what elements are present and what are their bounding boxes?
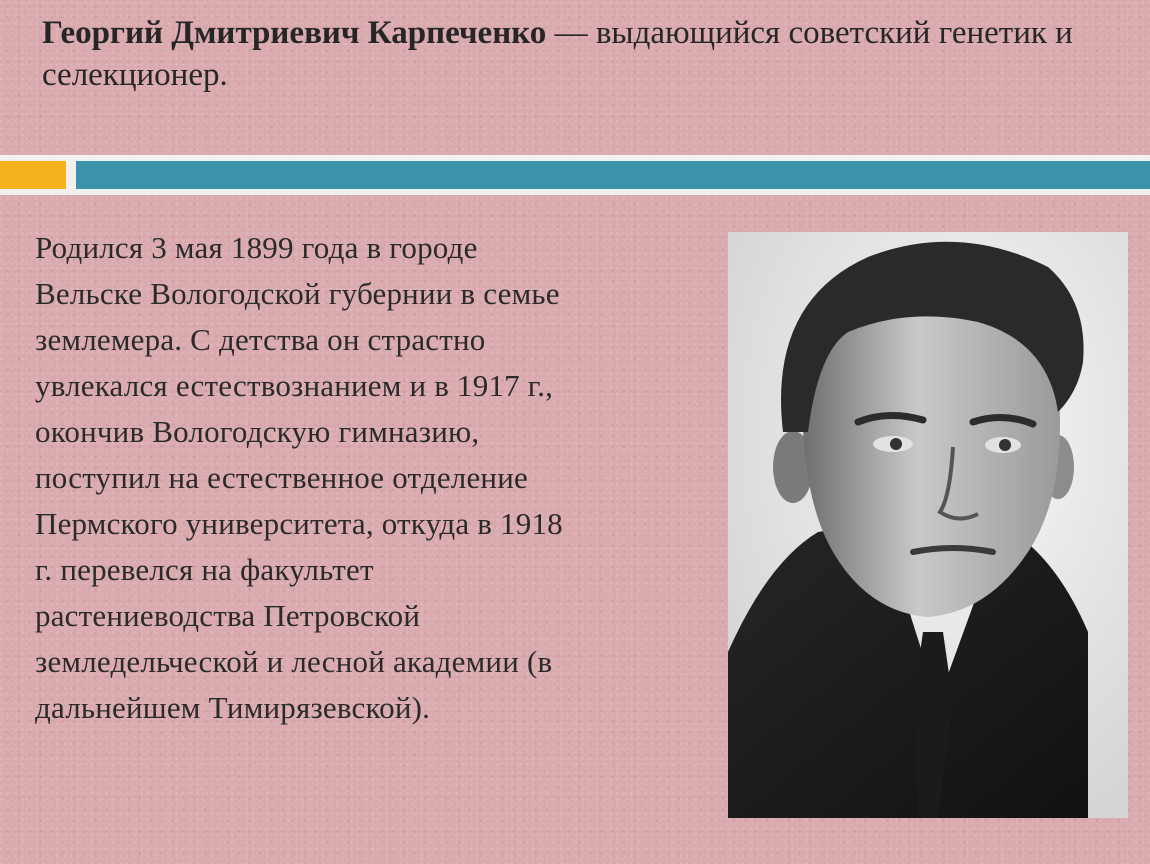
portrait-photo [728,232,1128,818]
portrait-illustration [728,232,1128,818]
biography-text: Родился 3 мая 1899 года в городе Вельске Вологодской губернии в семье землемера. С детства он страстно увлекался естествознанием и в 1917 г., окончив Вологодскую гимназию, поступил на естественное отделение Пермского университета, откуда в 1918 г. перевелся на факультет растениеводства Петровской земледельческой и лесной академии (в дальнейшем Тимирязевской). [35,230,563,725]
title-description: — выдающийся советский генетик и селекционер. [42,15,1073,93]
title-name: Георгий Дмитриевич Карпеченко [42,15,547,51]
accent-bar [0,161,66,189]
slide-title [42,12,1122,96]
title-underline-bar [76,161,1150,189]
